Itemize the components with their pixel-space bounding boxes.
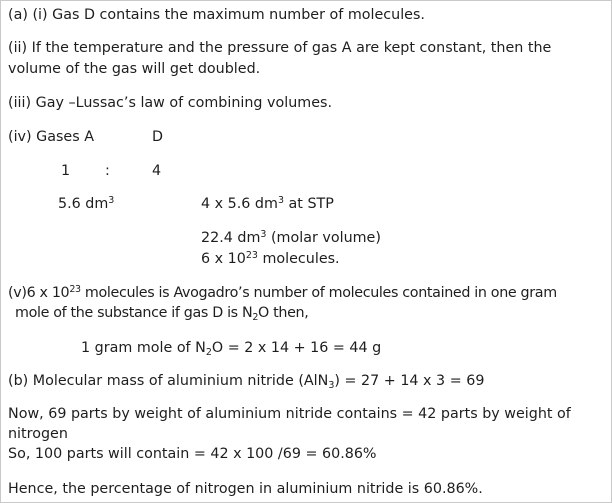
molecular-mass-subscript: 3 [328, 380, 335, 391]
answer-a-ii-line1: (ii) If the temperature and the pressure of gas A are kept constant, then the [8, 40, 552, 56]
volume-a-value: 5.6 dm [58, 196, 109, 212]
n2o-intro-post: O then, [258, 305, 309, 321]
ratio-d: 4 [152, 163, 162, 179]
answer-b-molecular-mass [8, 372, 484, 390]
answer-a-iv-label: (iv) Gases A [8, 129, 94, 145]
molecules-count-exponent: 23 [245, 250, 258, 261]
answer-a-i: (a) (i) Gas D contains the maximum number of molecules. [8, 7, 425, 23]
volume-d-value: 4 x 5.6 dm [201, 196, 278, 212]
molecules-count-suffix: molecules. [257, 251, 340, 267]
avogadro-text: molecules is Avogadro’s number of molecules contained in one gram [80, 285, 557, 301]
molar-volume-exponent: 3 [260, 229, 267, 240]
n2o-intro-pre: mole of the substance if gas D is N [15, 305, 253, 321]
answer-a-iii: (iii) Gay –Lussac’s law of combining volumes. [8, 95, 332, 111]
gas-d-header: D [152, 129, 164, 145]
answer-a-v-line1 [8, 284, 557, 302]
n2o-intro-subscript: 2 [252, 312, 259, 323]
gram-mole-subscript: 2 [205, 347, 212, 358]
gram-mole-pre: 1 gram mole of N [81, 340, 206, 356]
molecular-mass-pre: (b) Molecular mass of aluminium nitride (AlN [8, 373, 329, 389]
gram-mole-calculation [81, 339, 381, 357]
molecular-mass-post: ) = 27 + 14 x 3 = 69 [334, 373, 485, 389]
volume-a [58, 195, 114, 213]
volume-a-exponent: 3 [108, 195, 115, 206]
ratio-a: 1 [61, 163, 71, 179]
volume-d-suffix: at STP [283, 196, 334, 212]
volume-d-exponent: 3 [277, 195, 284, 206]
avogadro-prefix: (v)6 x 10 [8, 285, 70, 301]
answer-b-hence-line: Hence, the percentage of nitrogen in aluminium nitride is 60.86%. [8, 481, 483, 497]
molecules-count-value: 6 x 10 [201, 251, 246, 267]
molecules-count [201, 250, 340, 268]
answer-b-now-line2: nitrogen [8, 426, 68, 442]
avogadro-exponent: 23 [69, 284, 81, 295]
answer-a-ii-line2: volume of the gas will get doubled. [8, 61, 261, 77]
ratio-separator: : [105, 163, 110, 179]
answer-b-so-line: So, 100 parts will contain = 42 x 100 /69 = 60.86% [8, 446, 377, 462]
molar-volume-suffix: (molar volume) [266, 230, 381, 246]
answer-a-v-line2 [15, 304, 308, 322]
answer-b-now-line1: Now, 69 parts by weight of aluminium nitride contains = 42 parts by weight of [8, 406, 571, 422]
volume-d [201, 195, 334, 213]
gram-mole-post: O = 2 x 14 + 16 = 44 g [211, 340, 382, 356]
molar-volume-value: 22.4 dm [201, 230, 261, 246]
molar-volume [201, 229, 381, 247]
